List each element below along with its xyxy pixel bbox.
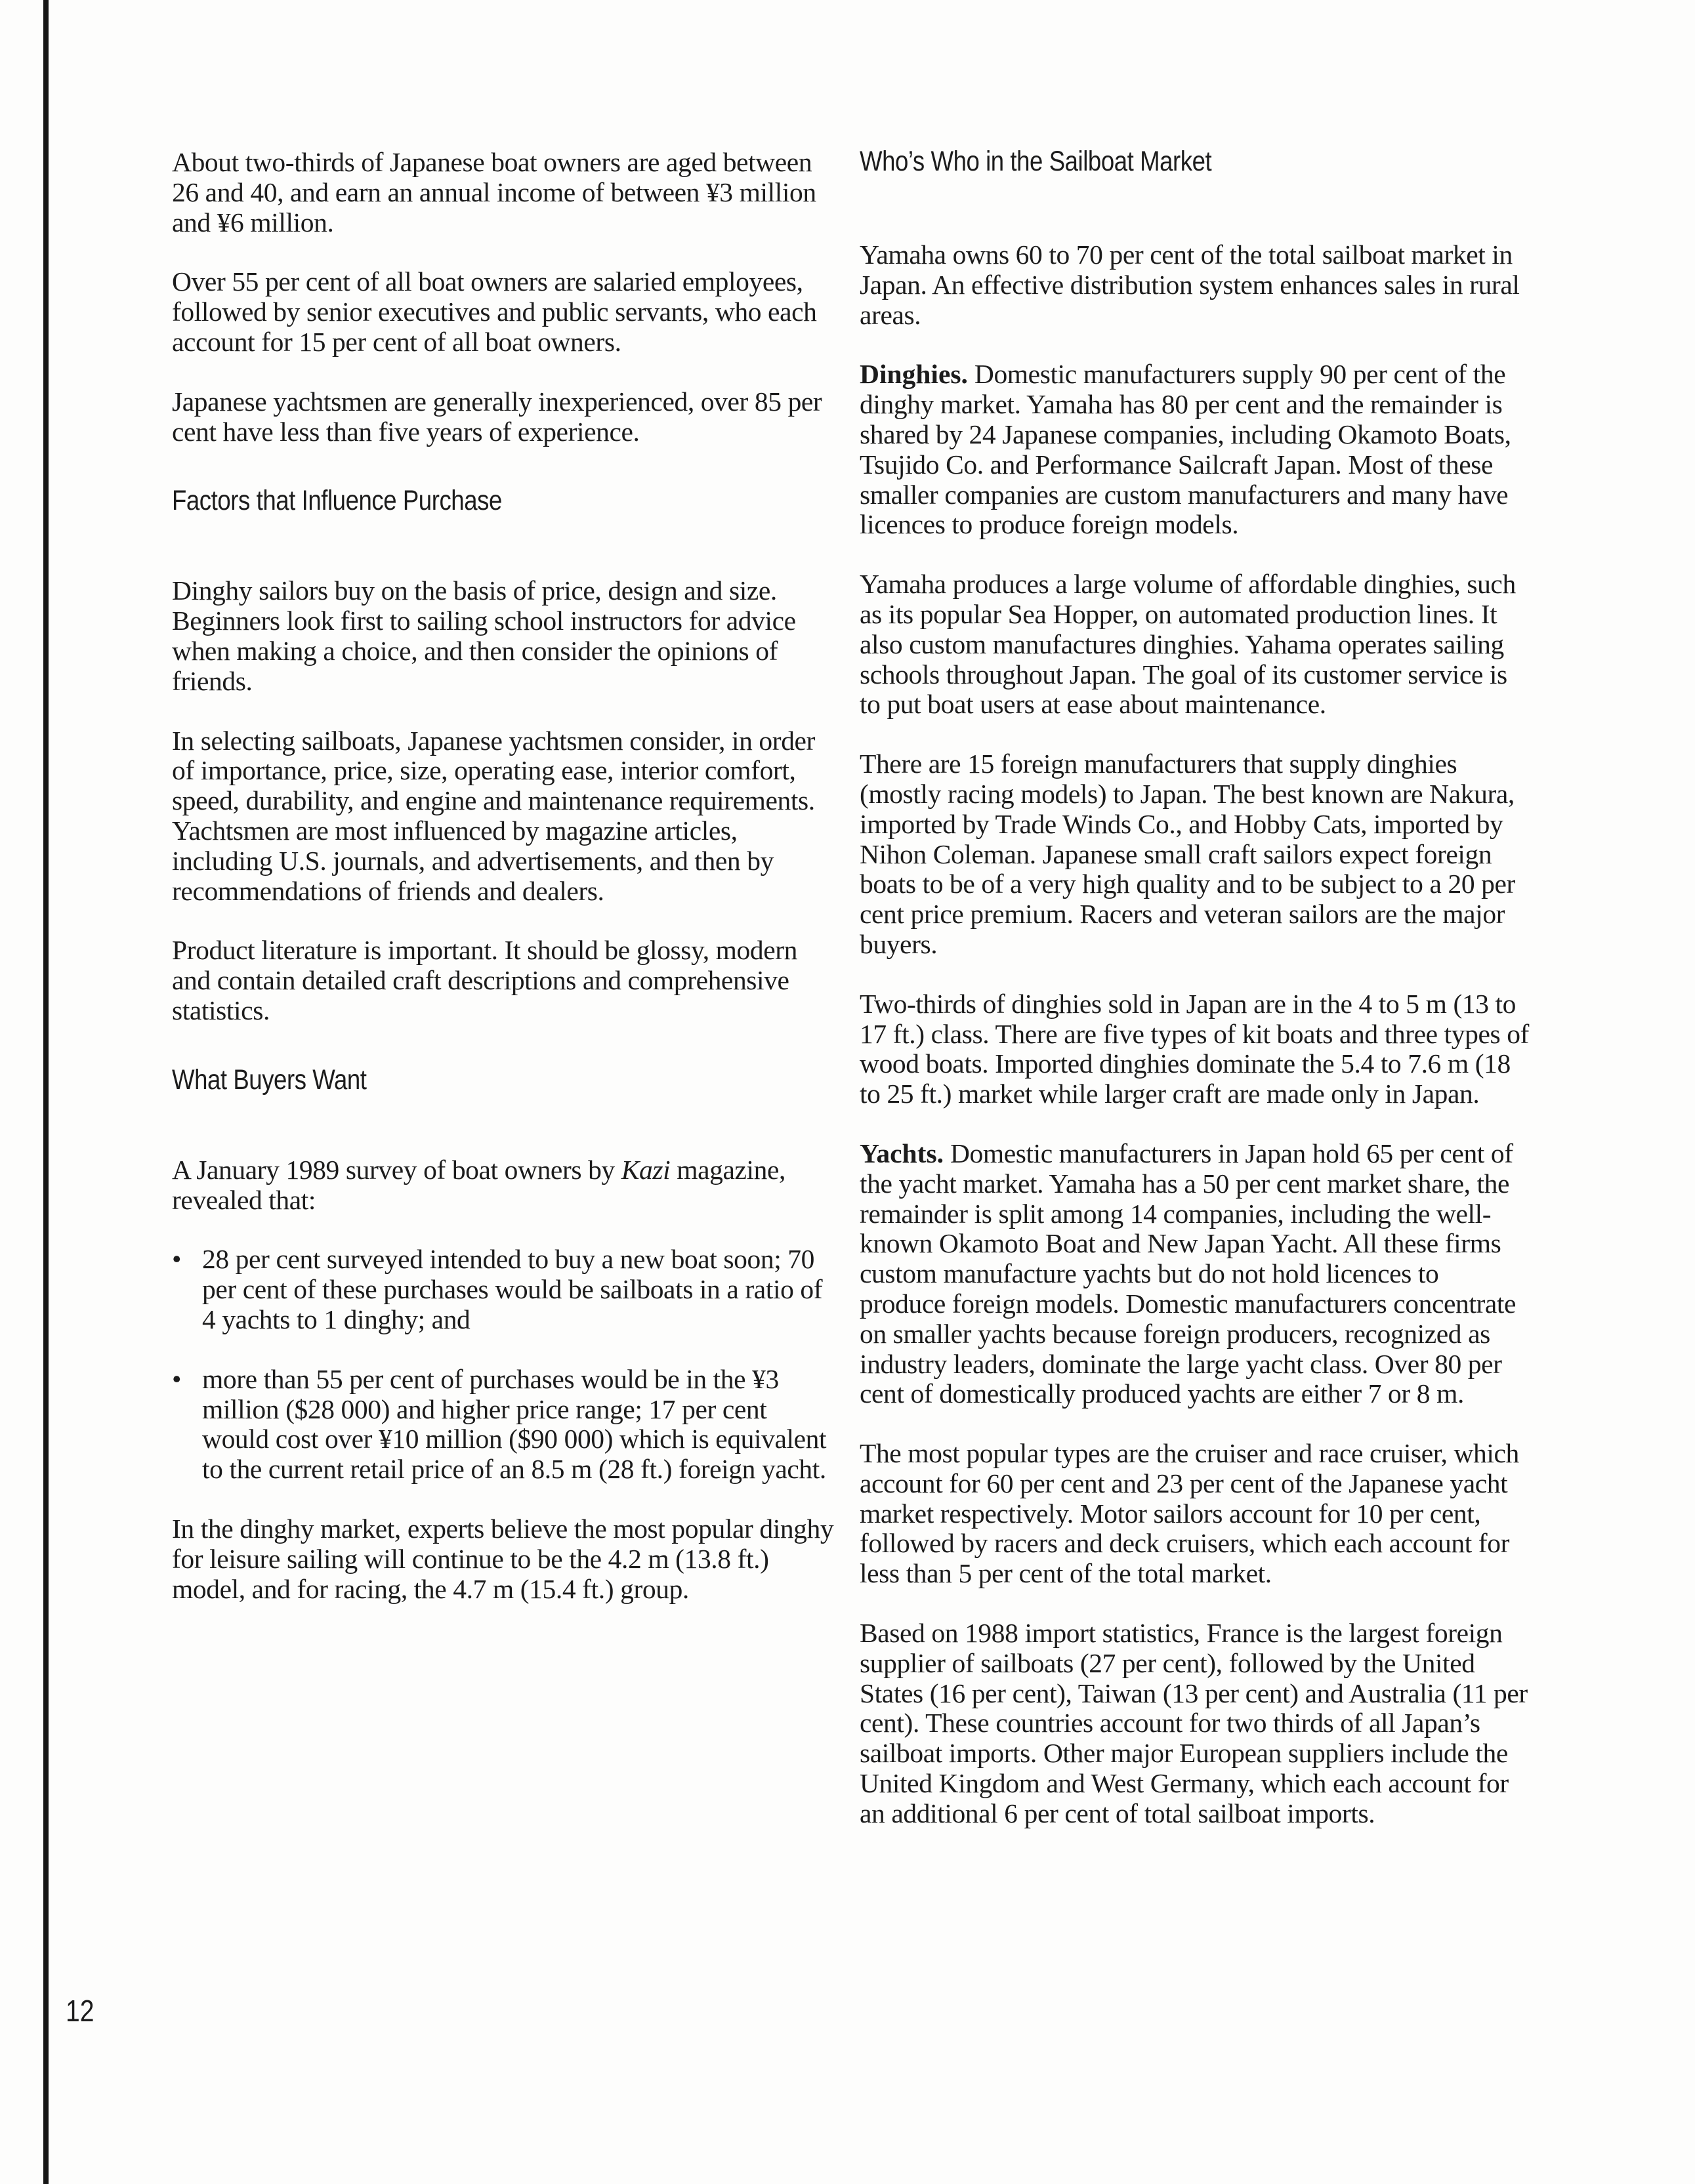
yachts-paragraph-text: Domestic manufacturers in Japan hold 65 per cent of the yacht market. Yamaha has a 50 per cent market share, the remainder is split among 14 companies, including the well-known Okamoto Boat and New Japan Yacht. All these firms custom manufacture yachts but do not hold licences to produce foreign models. Domestic manufacturers concentrate on smaller yachts because foreign producers, recognized as industry leaders, dominate the large yacht class. Over 80 per cent of domestically produced yachts are either 7 or 8 m. [860,1138,1517,1409]
list-item [172,1365,835,1485]
whos-who-heading: Who’s Who in the Sailboat Market [860,146,1212,177]
dinghies-paragraph-text: Domestic manufacturers supply 90 per cent of the dinghy market. Yamaha has 80 per cent and the remainder is shared by 24 Japanese companies, including Okamoto Boats, Tsujido Co. and Performance Sailcraft Japan. Most of these smaller companies are custom manufacturers and many have licences to produce foreign models. [860,359,1511,540]
bullet-glyph: • [172,1244,182,1275]
dinghy-sizes-paragraph: Two-thirds of dinghies sold in Japan are in the 4 to 5 m (13 to 17 ft.) class. There are five types of kit boats and three types of wood boats. Imported dinghies dominate the 5.4 to 7.6 m (18 to 25 ft.) market while larger craft are made only in Japan. [860,988,1529,1109]
page-number: 12 [66,1994,94,2028]
dinghies-runin-heading: Dinghies. [860,359,968,390]
product-literature-paragraph: Product literature is important. It should be glossy, modern and contain detailed craft descriptions and comprehensive statistics. [172,935,798,1025]
survey-intro-text: A January 1989 survey of boat owners by [172,1154,621,1185]
left-column [172,148,835,1634]
yamaha-dinghies-paragraph: Yamaha produces a large volume of affordable dinghies, such as its popular Sea Hopper, on automated production lines. It also custom manufactures dinghies. Yahama operates sailing schools throughout Japan. The goal of its customer service is to put boat users at ease about maintenance. [860,569,1516,720]
yamaha-share-paragraph: Yamaha owns 60 to 70 per cent of the total sailboat market in Japan. An effective distribution system enhances sales in rural areas. [860,239,1520,330]
owner-age-income-paragraph: About two-thirds of Japanese boat owners are aged between 26 and 40, and earn an annual income of between ¥3 million and ¥6 million. [172,147,816,237]
dinghies-paragraph [860,360,1529,540]
owner-experience-paragraph: Japanese yachtsmen are generally inexperienced, over 85 per cent have less than five years of experience. [172,386,822,447]
yacht-types-paragraph: The most popular types are the cruiser and race cruiser, which account for 60 per cent and 23 per cent of the Japanese yacht market respectively. Motor sailors account for 10 per cent, followed by racers and deck cruisers, which each account for less than 5 per cent of the total market. [860,1438,1519,1589]
list-item-text: more than 55 per cent of purchases would be in the ¥3 million ($28 000) and higher price range; 17 per cent would cost over ¥10 million ($90 000) which is equivalent to the current retail price of an 8.5 m (28 ft.) foreign yacht. [202,1363,827,1485]
dinghy-market-paragraph: In the dinghy market, experts believe the most popular dinghy for leisure sailing will continue to be the 4.2 m (13.8 ft.) model, and for racing, the 4.7 m (15.4 ft.) group. [172,1513,834,1604]
binding-edge-line [43,0,49,2184]
magazine-name: Kazi [621,1154,671,1185]
buyers-heading: What Buyers Want [172,1063,367,1096]
foreign-dinghies-paragraph: There are 15 foreign manufacturers that supply dinghies (mostly racing models) to Japan. The best known are Nakura, imported by Trade Winds Co., and Hobby Cats, imported by Nihon Coleman. Japanese small craft sailors expect foreign boats to be of a very high quality and to be subject to a 20 per cent price premium. Racers and veteran sailors are the major buyers. [860,749,1515,959]
survey-intro-paragraph [172,1155,835,1216]
list-item [172,1245,835,1334]
survey-results-list [172,1245,835,1485]
list-item-text: 28 per cent surveyed intended to buy a new boat soon; 70 per cent of these purchases would be sailboats in a ratio of 4 yachts to 1 dinghy; and [202,1244,823,1334]
dinghy-buyers-paragraph: Dinghy sailors buy on the basis of price, design and size. Beginners look first to sailing school instructors for advice when making a choice, and then consider the opinions of friends. [172,575,796,696]
yachts-runin-heading: Yachts. [860,1138,944,1168]
survey-intro-text-end: magazine, revealed that: [172,1154,786,1215]
bullet-glyph: • [172,1363,182,1394]
import-statistics-paragraph: Based on 1988 import statistics, France is the largest foreign supplier of sailboats (27 per cent), followed by the United States (16 per cent), Taiwan (13 per cent) and Australia (11 per cent). These countries account for two thirds of all Japan’s sailboat imports. Other major European suppliers include the United Kingdom and West Germany, which each account for an additional 6 per cent of total sailboat imports. [860,1618,1528,1828]
owner-occupation-paragraph: Over 55 per cent of all boat owners are salaried employees, followed by senior executives and public servants, who each account for 15 per cent of all boat owners. [172,266,817,357]
right-column [860,146,1529,1859]
factors-heading: Factors that Influence Purchase [172,485,502,517]
yachts-paragraph [860,1139,1529,1409]
sailboat-selection-paragraph: In selecting sailboats, Japanese yachtsmen consider, in order of importance, price, size, operating ease, interior comfort, speed, durability, and engine and maintenance requirements. Yachtsmen are most influenced by magazine articles, including U.S. journals, and advertisements, and then by recommendations of friends and dealers. [172,725,815,906]
